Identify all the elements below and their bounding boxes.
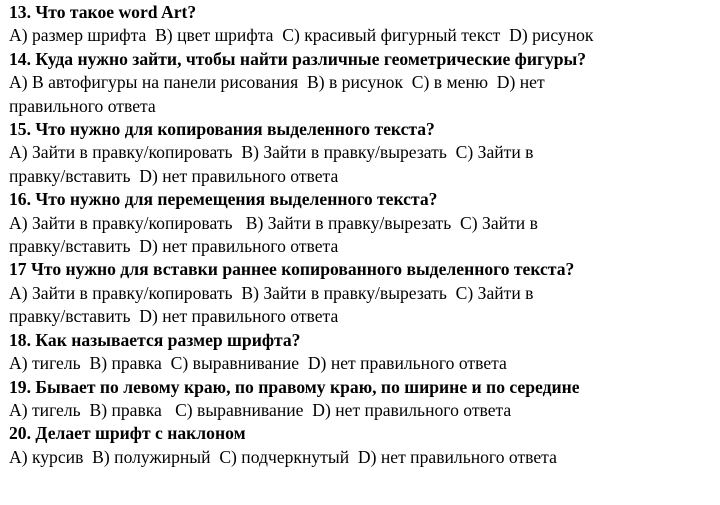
question-13: 13. Что такое word Art? <box>9 2 197 22</box>
question-15: 15. Что нужно для копирования выделенного текста? <box>9 119 435 140</box>
question-14: 14. Куда нужно зайти, чтобы найти различные геометрические фигуры? <box>9 48 587 69</box>
answer-line: А) размер шрифта В) цвет шрифта С) красивый фигурный текст D) рисунок <box>9 25 594 46</box>
question-18: 18. Как называется размер шрифта? <box>9 329 301 350</box>
answer-line: правку/вставить D) нет правильного ответа <box>9 306 339 327</box>
question-19: 19. Бывает по левому краю, по правому краю, по ширине и по середине <box>9 376 580 397</box>
answer-line: А) Зайти в правку/копировать В) Зайти в правку/вырезать С) Зайти в <box>9 282 534 303</box>
answer-line: А) Зайти в правку/копировать В) Зайти в правку/вырезать С) Зайти в <box>9 212 538 233</box>
answer-line: правку/вставить D) нет правильного ответа <box>9 165 339 186</box>
answer-line: А) Зайти в правку/копировать В) Зайти в правку/вырезать С) Зайти в <box>9 142 534 163</box>
question-20: 20. Делает шрифт с наклоном <box>9 423 246 444</box>
quiz-document <box>9 1 717 469</box>
answer-line: правку/вставить D) нет правильного ответа <box>9 236 339 257</box>
answer-line: А) В автофигуры на панели рисования В) в рисунок С) в меню D) нет <box>9 72 545 93</box>
answer-line: правильного ответа <box>9 95 156 116</box>
question-16: 16. Что нужно для перемещения выделенного текста? <box>9 189 438 210</box>
answer-line: А) тигель В) правка С) выравнивание D) нет правильного ответа <box>9 399 512 420</box>
answer-line: А) курсив В) полужирный С) подчеркнутый D) нет правильного ответа <box>9 446 557 467</box>
question-17: 17 Что нужно для вставки раннее копированного выделенного текста? <box>9 259 575 280</box>
answer-line: А) тигель В) правка С) выравнивание D) нет правильного ответа <box>9 353 507 374</box>
